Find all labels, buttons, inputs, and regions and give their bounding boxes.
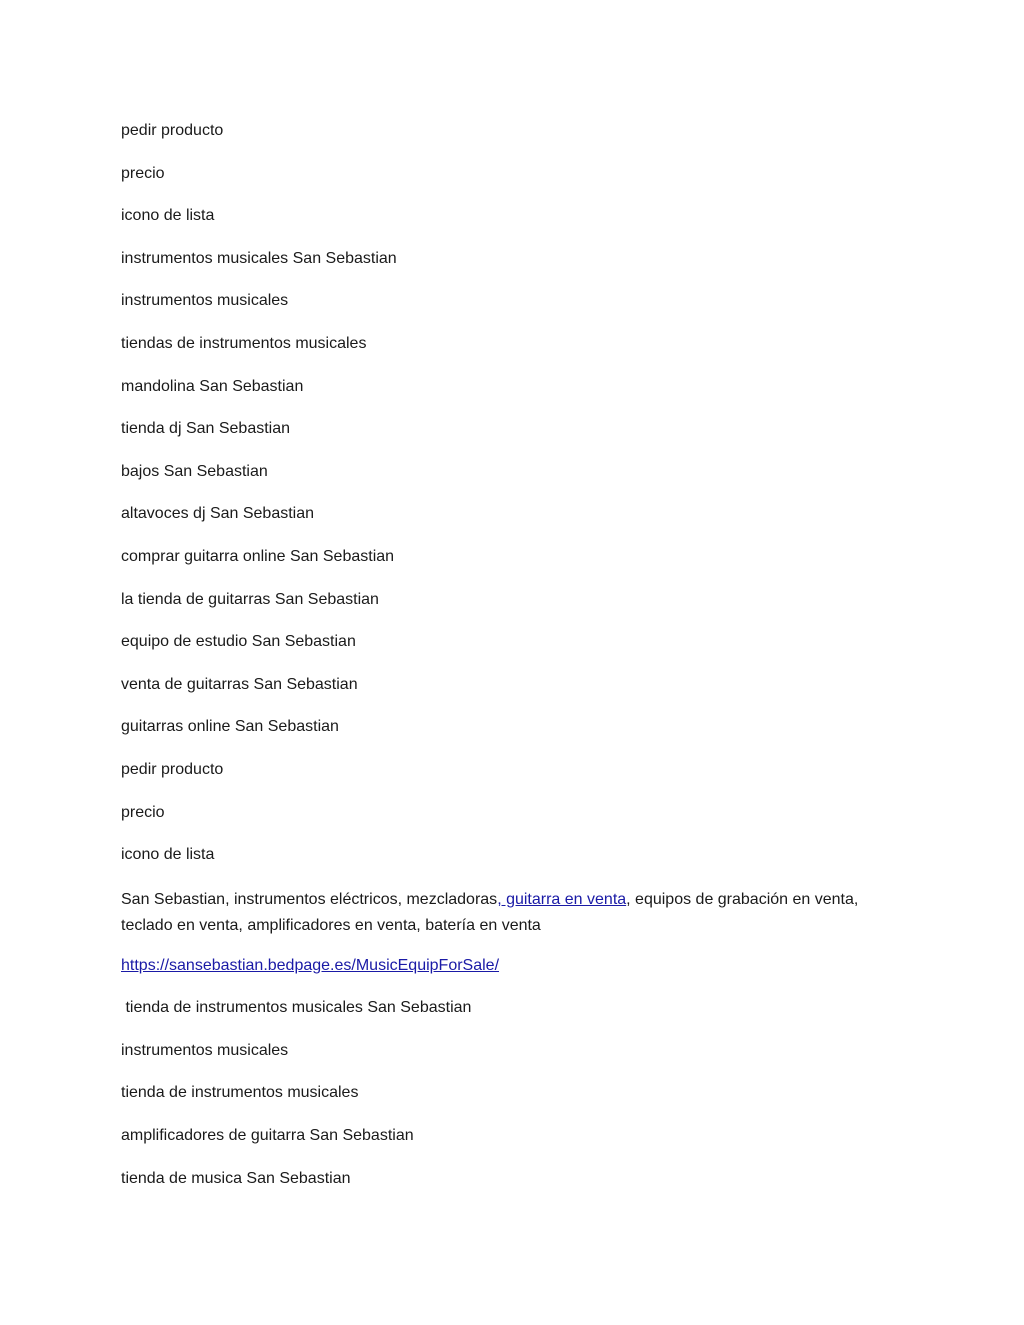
text-line: mandolina San Sebastian (121, 377, 304, 395)
text-line: tienda de musica San Sebastian (121, 1169, 351, 1187)
text-line: instrumentos musicales San Sebastian (121, 249, 397, 267)
document-body (121, 120, 911, 1210)
paragraph-text-after: , equipos de grabación en venta, teclado en venta, amplificadores en venta, batería en venta (121, 890, 859, 934)
text-line: tienda dj San Sebastian (121, 420, 291, 438)
text-line: precio (121, 164, 165, 182)
text-line: bajos San Sebastian (121, 462, 268, 480)
text-line: altavoces dj San Sebastian (121, 505, 315, 523)
text-line: la tienda de guitarras San Sebastian (121, 590, 379, 608)
url-line (121, 955, 911, 977)
text-line: instrumentos musicales (121, 292, 289, 310)
text-line: tienda de instrumentos musicales (121, 1084, 359, 1102)
text-line: equipo de estudio San Sebastian (121, 633, 356, 651)
paragraph-text-before: San Sebastian, instrumentos eléctricos, mezcladoras (121, 890, 498, 908)
music-equip-url-link[interactable]: https://sansebastian.bedpage.es/MusicEquipForSale/ (121, 956, 500, 974)
text-line: instrumentos musicales (121, 1041, 289, 1059)
text-line: venta de guitarras San Sebastian (121, 675, 358, 693)
text-line: icono de lista (121, 846, 215, 864)
text-line: pedir producto (121, 122, 224, 139)
text-line: guitarras online San Sebastian (121, 718, 339, 736)
text-line: amplificadores de guitarra San Sebastian (121, 1127, 414, 1145)
keywords-paragraph (121, 887, 911, 939)
text-line: comprar guitarra online San Sebastian (121, 547, 395, 565)
text-line: tienda de instrumentos musicales San Sebastian (121, 999, 472, 1017)
text-line: pedir producto (121, 760, 224, 778)
text-line: precio (121, 803, 165, 821)
text-line: icono de lista (121, 207, 215, 225)
text-line: tiendas de instrumentos musicales (121, 334, 367, 352)
guitar-for-sale-link[interactable]: , guitarra en venta (497, 890, 627, 908)
